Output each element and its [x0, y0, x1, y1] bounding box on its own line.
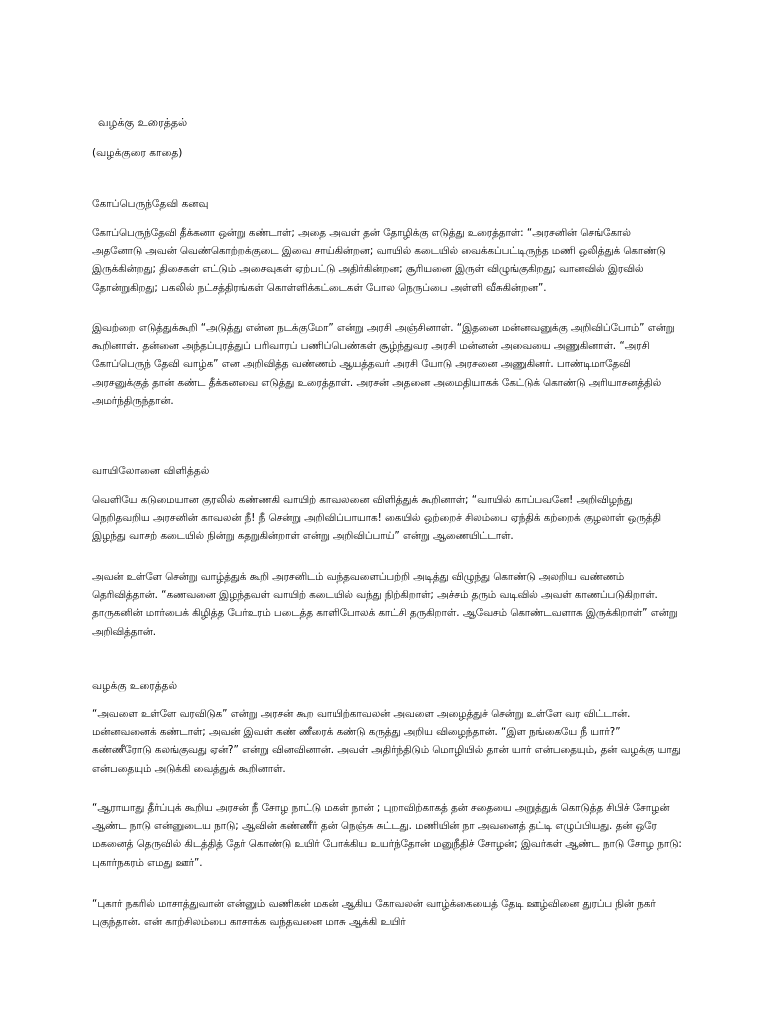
paragraph: “அவளை உள்ளே வரவிடுக” என்று அரசன் கூற வாயிற்காவலன் அவளை அழைத்துச் சென்று உள்ளே வர விட்டான். மன்னவனைக் கண்டாள்; அவன் இவள் கண் ணீரைக் கண்டு கருத்து அறிய விழைந்தான். “இள நங்கையே நீ யார்?” கண்ணீரோடு கலங்குவது ஏன்?” என்று வினவினான். அவள் அதிர்ந்திடும் மொழியில் தான் யார் என்பதையும், தன் வழக்கு யாது என்பதையும் அடுக்கி வைத்துக் கூறினாள்.	[92, 708, 681, 775]
section-heading: வாயிலோனை விளித்தல்	[92, 465, 210, 477]
document-title: வழக்கு உரைத்தல்	[98, 116, 188, 129]
paragraph: கோப்பெருந்தேவி தீக்கனா ஒன்று கண்டாள்; அதை அவள் தன் தோழிக்கு எடுத்து உரைத்தாள்: “அரசனின் செங்கோல் அதனோடு அவன் வெண்கொற்றக்குடை இவை சாய்கின்றன; வாயில் கடையில் வைக்கப்பட்டிருந்த மணி ஒலித்துக் கொண்டு இருக்கின்றது; திசைகள் எட்டும் அசைவுகள் ஏற்பட்டு அதிர்கின்றன; சூரியனை இருள் விழுங்குகிறது; வானவில் இரவில் தோன்றுகிறது; பகலில் நட்சத்திரங்கள் கொள்ளிக்கட்டைகள் போல நெருப்பை அள்ளி வீசுகின்றன”.	[92, 227, 666, 294]
section-heading: கோப்பெருந்தேவி கனவு	[92, 198, 209, 210]
paragraph: “புகார் நகரில் மாசாத்துவான் என்னும் வணிகன் மகன் ஆகிய கோவலன் வாழ்க்கையைத் தேடி ஊழ்வினை துரப்ப நின் நகர் புகுந்தான். என் காற்சிலம்பை காசாக்க வந்தவனை மாசு ஆக்கி உயிர்	[92, 898, 656, 929]
paragraph: வெளியே கடுமையான குரலில் கண்ணகி வாயிற் காவலனை விளித்துக் கூறினாள்; “வாயில் காப்பவனே! அறிவிழந்து நெறிதவறிய அரசனின் காவலன் நீ! நீ சென்று அறிவிப்பாயாக! கையில் ஒற்றைச் சிலம்பை ஏந்திக் கற்றைக் குழலாள் ஒருத்தி இழந்து வாசற் கடையில் நின்று கதறுகின்றாள் என்று அறிவிப்பாய்” என்று ஆணையிட்டாள்.	[92, 494, 661, 543]
paragraph: இவற்றை எடுத்துக்கூறி “அடுத்து என்ன நடக்குமோ” என்று அரசி அஞ்சினாள். “இதனை மன்னவனுக்கு அறிவிப்போம்” என்று கூறினாள். தன்னை அந்தப்புரத்துப் பரிவாரப் பணிப்பெண்கள் சூழ்ந்துவர அரசி மன்னன் அவையை அணுகினாள். “அரசி கோப்பெருந் தேவி வாழ்க” என அறிவித்த வண்ணம் ஆயத்தவர் அரசி யோடு அரசனை அணுகினர். பாண்டிமாதேவி அரசனுக்குத் தான் கண்ட தீக்கனவை எடுத்து உரைத்தாள். அரசன் அதனை அமைதியாகக் கேட்டுக் கொண்டு அரியாசனத்தில் அமர்ந்திருந்தான்.	[92, 322, 675, 407]
document-subtitle: (வழக்குரை காதை)	[92, 147, 183, 159]
paragraph: அவன் உள்ளே சென்று வாழ்த்துக் கூறி அரசனிடம் வந்தவளைப்பற்றி அடித்து விழுந்து கொண்டு அலறிய வண்ணம் தெரிவித்தான். “கணவனை இழந்தவள் வாயிற் கடையில் வந்து நிற்கிறாள்; அச்சம் தரும் வடிவில் அவள் காணப்படுகிறாள். தாருகனின் மார்பைக் கிழித்த பேர்உரம் படைத்த காளிபோலக் காட்சி தருகிறாள். ஆவேசம் கொண்டவளாக இருக்கிறாள்” என்று அறிவித்தான்.	[92, 571, 678, 638]
paragraph: “ஆராயாது தீர்ப்புக் கூறிய அரசன் நீ சோழ நாட்டு மகள் நான் ; புறாவிற்காகத் தன் சதையை அறுத்துக் கொடுத்த சிபிச் சோழன் ஆண்ட நாடு என்னுடைய நாடு; ஆவின் கண்ணீர் தன் நெஞ்சு சுட்டது. மணியின் நா அவனைத் தட்டி எழுப்பியது. தன் ஒரே மகனைத் தெருவில் கிடத்தித் தேர் கொண்டு உயிர் போக்கிய உயர்ந்தோன் மனுநீதிச் சோழன்; இவர்கள் ஆண்ட நாடு சோழ நாடு: புகார்நகரம் எமது ஊர்”.	[92, 802, 682, 869]
section-heading: வழக்கு உரைத்தல்	[92, 680, 178, 692]
